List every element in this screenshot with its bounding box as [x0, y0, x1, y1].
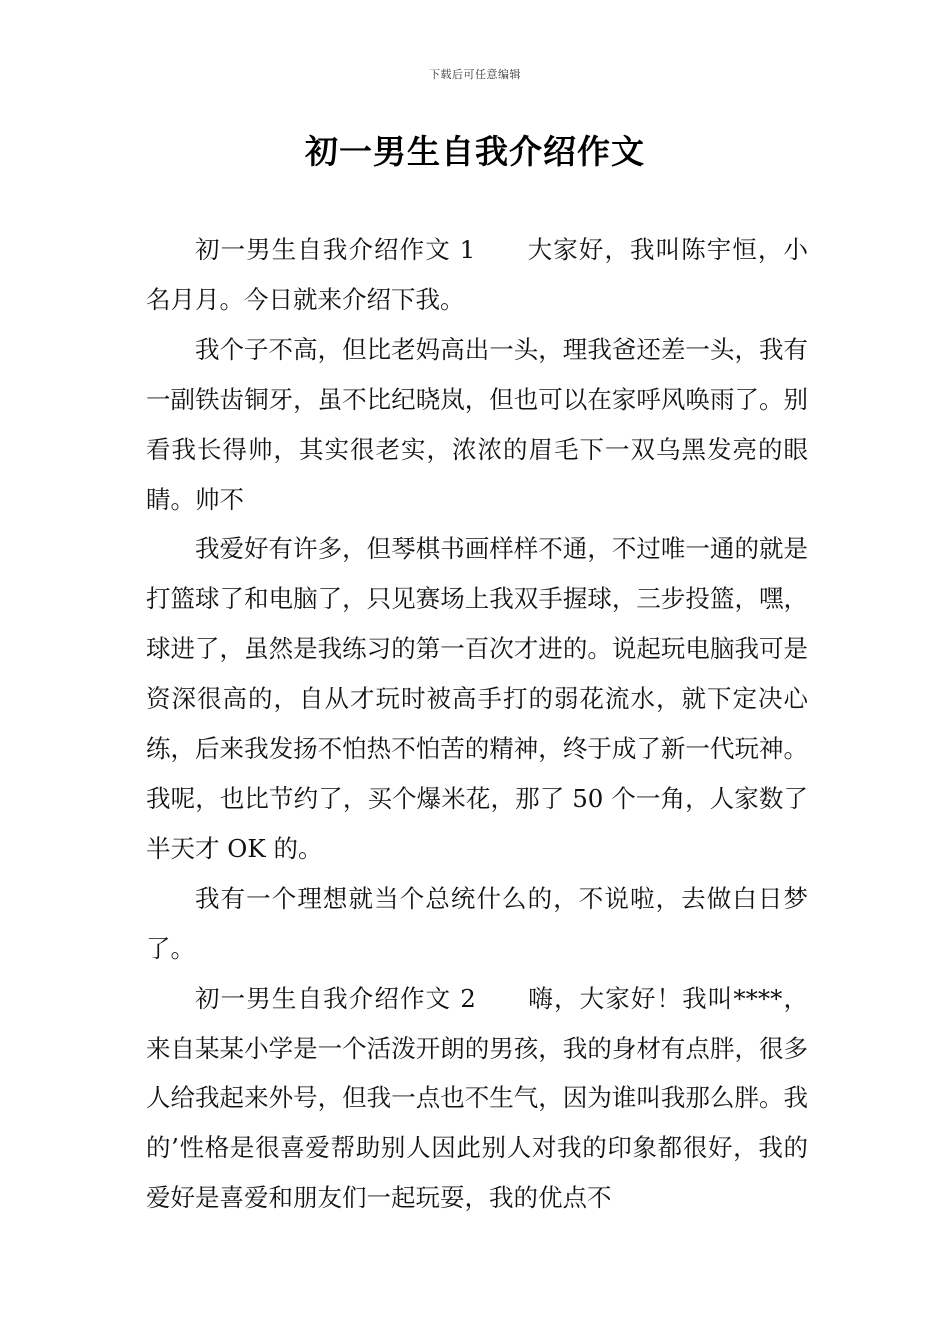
- section-heading-1: 初一男生自我介绍作文 1: [195, 235, 476, 264]
- paragraph-3: 我爱好有许多，但琴棋书画样样不通，不过唯一通的就是打篮球了和电脑了，只见赛场上我双手握球，三步投篮，嘿，球进了，虽然是我练习的第一百次才进的。说起玩电脑我可是资深很高的，自从才玩时被高手打的弱花流水，就下定决心练，后来我发扬不怕热不怕苦的精神，终于成了新一代玩神。我呢，也比节约了，买个爆米花，那了 50 个一角，人家数了半天才 OK 的。: [146, 534, 808, 863]
- paragraph-1-text: 大家好，我叫陈宇恒，小名月月。今日就来介绍下我。: [146, 235, 808, 314]
- paragraph-4: 我有一个理想就当个总统什么的，不说啦，去做白日梦了。: [146, 883, 808, 963]
- paragraph-5: [146, 974, 808, 1224]
- section-heading-2: 初一男生自我介绍作文 2: [195, 983, 476, 1013]
- paragraph-2: 我个子不高，但比老妈高出一头，理我爸还差一头，我有一副铁齿铜牙，虽不比纪晓岚，但也可以在家呼风唤雨了。别看我长得帅，其实很老实，浓浓的眉毛下一双乌黑发亮的眼睛。帅不: [146, 334, 808, 514]
- header-note: 下载后可任意编辑: [429, 68, 521, 81]
- paragraph-5-text: 嗨，大家好！我叫****，来自某某小学是一个活泼开朗的男孩，我的身材有点胖，很多人给我起来外号，但我一点也不生气，因为谁叫我那么胖。我的’性格是很喜爱帮助别人因此别人对我的印象都很好，我的爱好是喜爱和朋友们一起玩耍，我的优点不: [146, 983, 809, 1213]
- paragraph-1: [146, 225, 808, 325]
- document-body: [146, 225, 808, 1223]
- document-title: 初一男生自我介绍作文: [305, 132, 645, 171]
